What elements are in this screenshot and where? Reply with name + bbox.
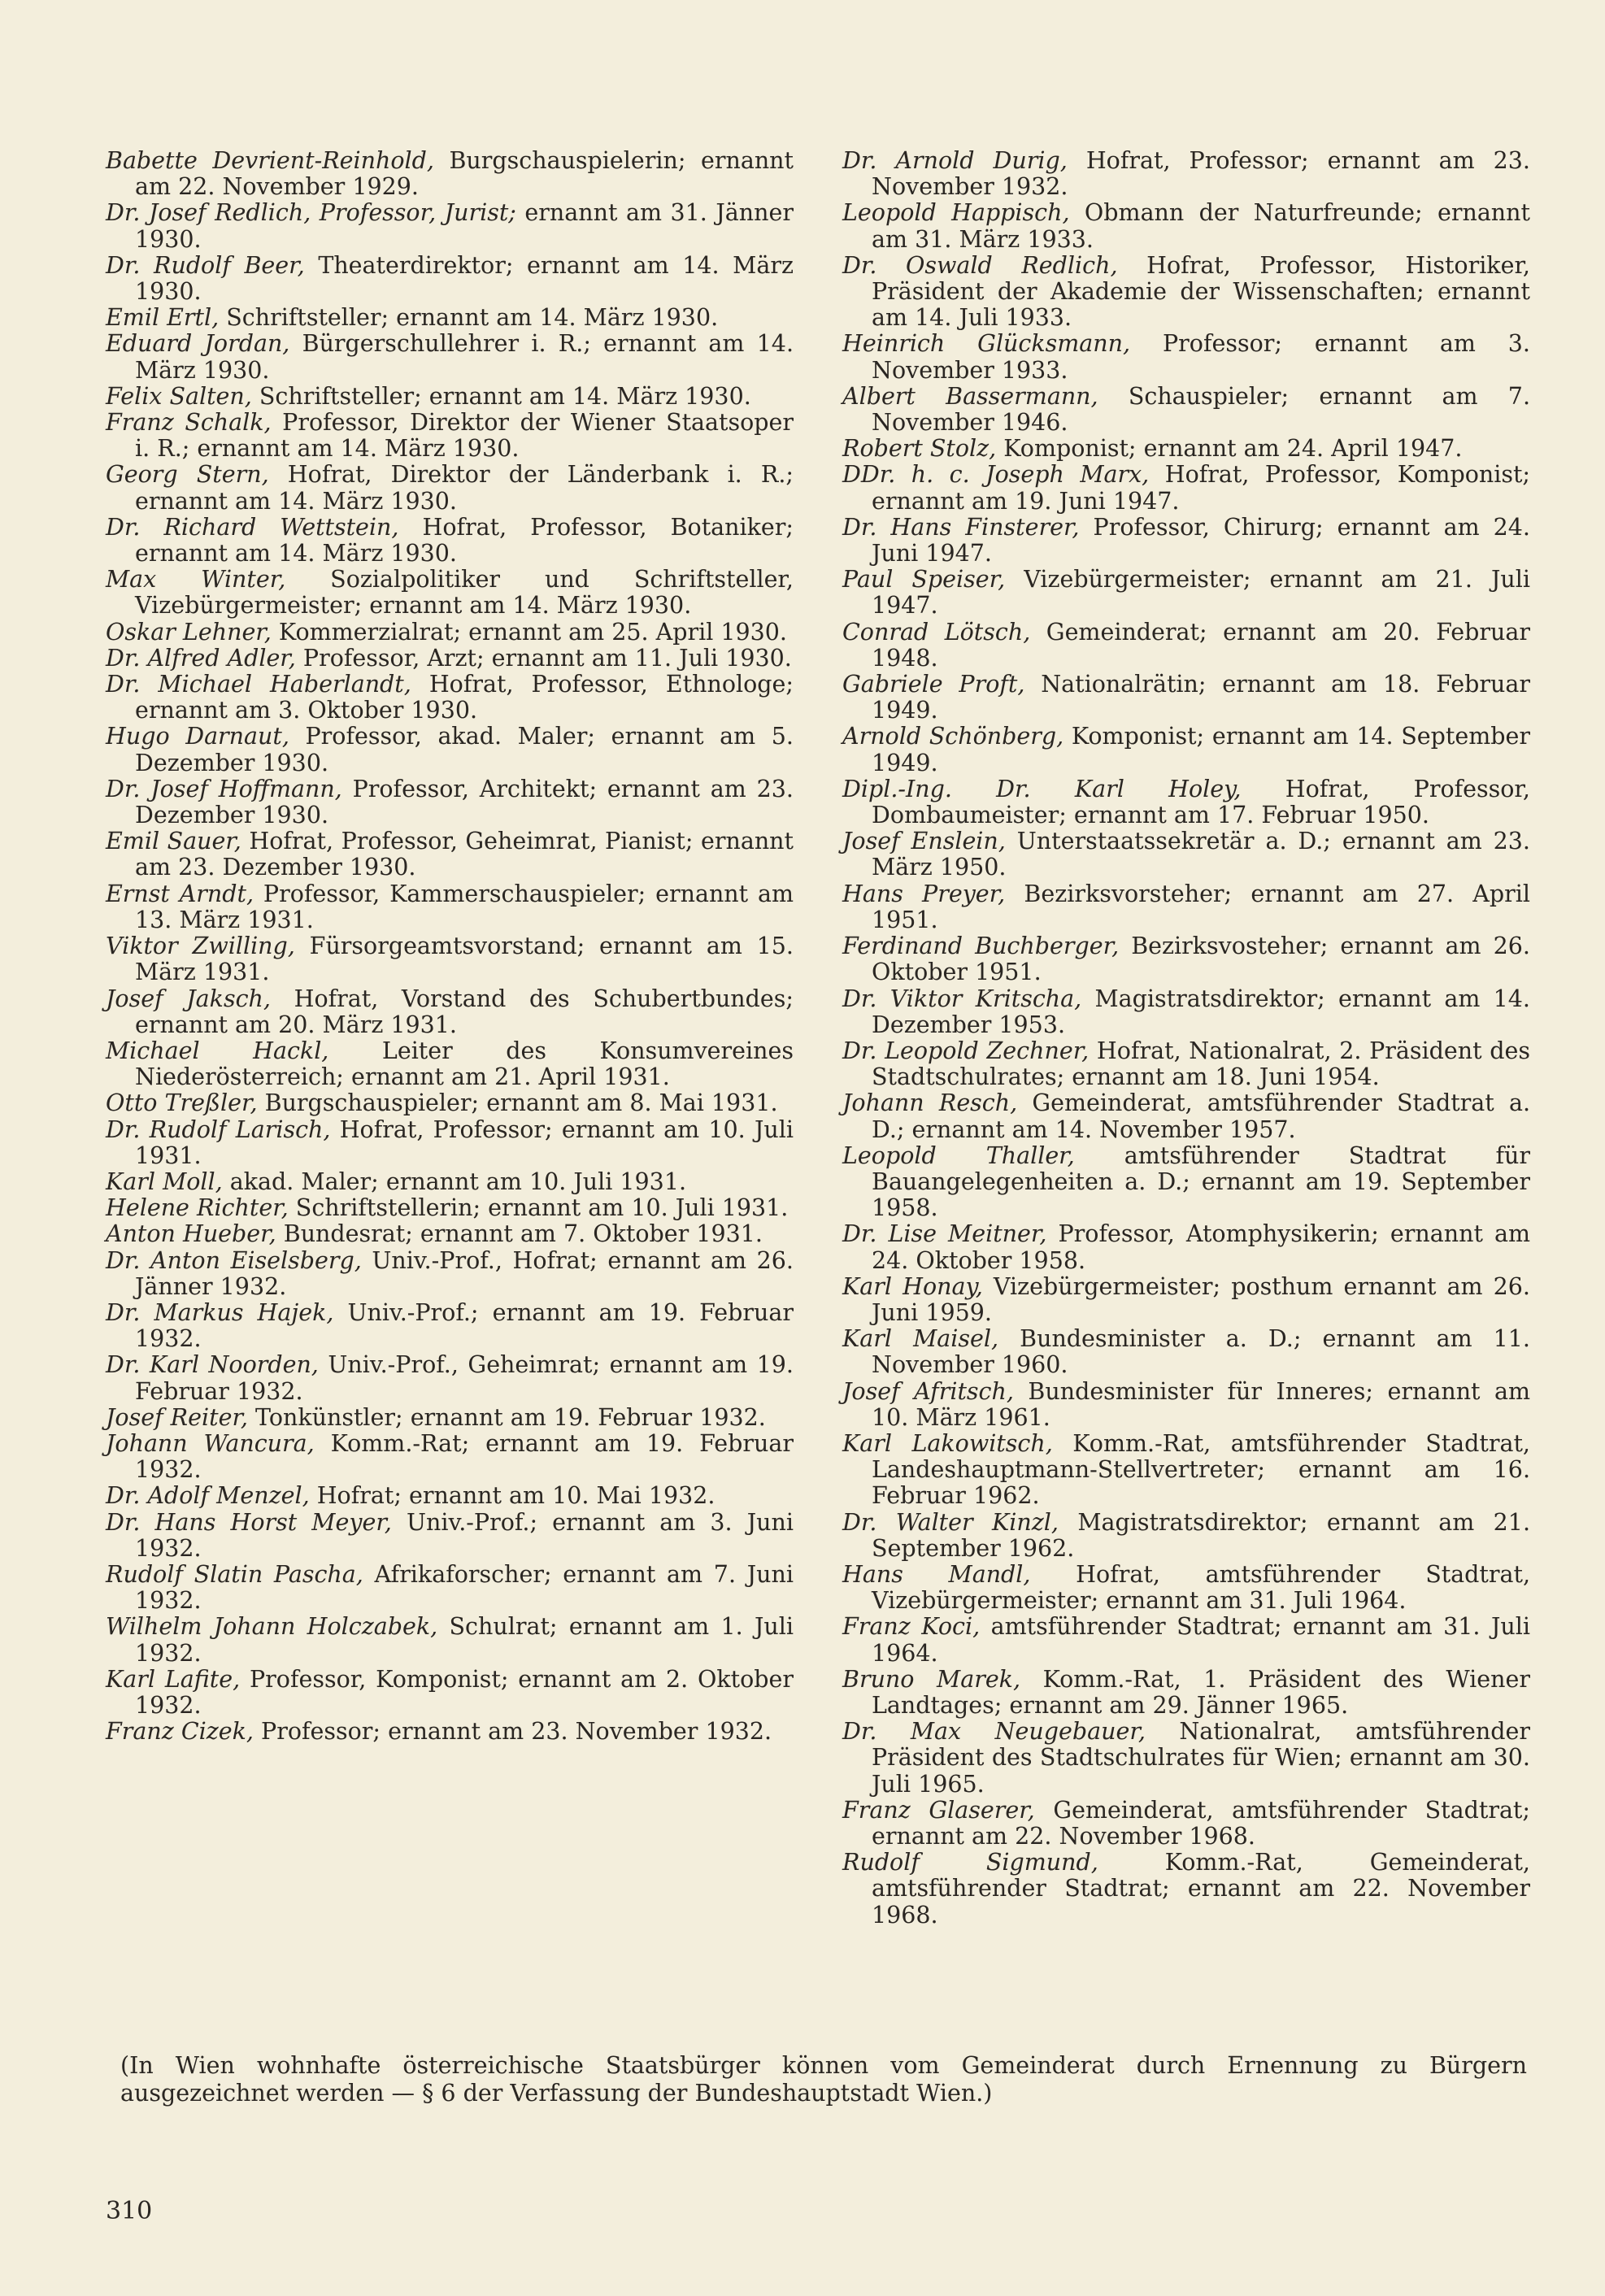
list-item — [106, 828, 794, 881]
entry-text: Hofrat, Nationalrat, 2. Präsident des Stadtschulrates; ernannt am 18. Juni 1954. — [872, 1037, 1530, 1091]
list-item — [106, 1719, 794, 1745]
list-item — [842, 1719, 1530, 1798]
list-item — [106, 1352, 794, 1404]
person-name: Leopold Thaller, — [842, 1141, 1075, 1169]
entry-text: Schriftsteller; ernannt am 14. März 1930. — [219, 304, 719, 332]
entry-text: Komm.-Rat, Gemeinderat, amtsführender Stadtrat; ernannt am 22. November 1968. — [872, 1849, 1530, 1929]
entry-text: Hofrat, Professor; ernannt am 23. November 1932. — [872, 147, 1530, 201]
entry-text: Univ.-Prof.; ernannt am 19. Februar 1932. — [135, 1298, 794, 1353]
list-item — [842, 1090, 1530, 1142]
entry-text: Hofrat; ernannt am 10. Mai 1932. — [309, 1482, 716, 1510]
person-name: Karl Maisel, — [842, 1325, 999, 1353]
list-item — [106, 1614, 794, 1666]
entry-text: Professor, Komponist; ernannt am 2. Oktober 1932. — [135, 1665, 794, 1719]
list-item — [106, 148, 794, 200]
list-item — [842, 1221, 1530, 1273]
person-name: Dr. Rudolf Larisch, — [106, 1115, 331, 1143]
entry-text: Hofrat, Professor, Historiker, Präsident der Akademie der Wissenschaften; ernannt am 14. Juli 1933. — [872, 251, 1530, 332]
person-name: Felix Salten, — [106, 382, 252, 410]
list-item — [106, 410, 794, 462]
person-name: Josef Jaksch, — [106, 985, 271, 1012]
left-column — [106, 148, 794, 1745]
list-item — [842, 881, 1530, 933]
list-item — [842, 1143, 1530, 1222]
person-name: Dr. Leopold Zechner, — [842, 1037, 1090, 1064]
person-name: Dr. Josef Hoffmann, — [106, 775, 342, 802]
list-item — [842, 567, 1530, 619]
list-item — [106, 1195, 794, 1221]
entry-text: amtsführender Stadtrat für Bauangelegenheiten a. D.; ernannt am 19. September 1958. — [872, 1141, 1531, 1222]
list-item — [842, 776, 1530, 828]
list-item — [106, 933, 794, 985]
entry-text: Professor, Arzt; ernannt am 11. Juli 1930. — [295, 644, 792, 672]
entry-text: Schriftsteller; ernannt am 14. März 1930. — [251, 382, 751, 410]
entry-text: Univ.-Prof.; ernannt am 3. Juni 1932. — [135, 1508, 794, 1562]
person-name: Babette Devrient-Reinhold, — [106, 147, 434, 174]
person-name: Johann Resch, — [842, 1089, 1018, 1117]
list-item — [842, 672, 1530, 724]
entry-text: Komm.-Rat, 1. Präsident des Wiener Landtages; ernannt am 29. Jänner 1965. — [872, 1665, 1530, 1719]
list-item — [106, 1221, 794, 1247]
person-name: Arnold Schönberg, — [842, 723, 1064, 750]
entry-text: Bundesminister für Inneres; ernannt am 10. März 1961. — [872, 1377, 1530, 1431]
entry-text: Vizebürgermeister; posthum ernannt am 26. Juni 1959. — [872, 1272, 1530, 1326]
entry-text: Burgschauspielerin; ernannt am 22. November 1929. — [135, 147, 794, 201]
person-name: Helene Richter, — [106, 1194, 289, 1222]
entry-text: Hofrat, Vorstand des Schubertbundes; ernannt am 20. März 1931. — [135, 985, 794, 1038]
list-item — [842, 1431, 1530, 1510]
person-name: Ernst Arndt, — [106, 880, 254, 907]
entry-text: Professor, Kammerschauspieler; ernannt am 13. März 1931. — [135, 880, 794, 933]
person-name: Leopold Happisch, — [842, 199, 1070, 227]
list-item — [842, 148, 1530, 200]
entry-text: Hofrat, Professor, Dombaumeister; ernannt am 17. Februar 1950. — [872, 775, 1530, 829]
entry-text: Gemeinderat; ernannt am 20. Februar 1948. — [872, 618, 1530, 672]
entry-text: Komm.-Rat, amtsführender Stadtrat, Landeshauptmann-Stellvertreter; ernannt am 16. Februar 1962. — [872, 1429, 1530, 1510]
person-name: Paul Speiser, — [842, 566, 1006, 594]
person-name: Dr. Anton Eiselsberg, — [106, 1246, 362, 1274]
person-name: Dr. Hans Horst Meyer, — [106, 1508, 392, 1536]
person-name: Hugo Darnaut, — [106, 723, 289, 750]
list-item — [842, 620, 1530, 672]
list-item — [842, 200, 1530, 252]
entry-text: Kommerzialrat; ernannt am 25. April 1930. — [271, 618, 787, 646]
person-name: Heinrich Glücksmann, — [842, 330, 1131, 358]
entry-text: Fürsorgeamtsvorstand; ernannt am 15. März 1931. — [135, 933, 794, 986]
person-name: Max Winter, — [106, 566, 286, 594]
entry-text: Schriftstellerin; ernannt am 10. Juli 1931. — [288, 1194, 789, 1222]
person-name: Dr. Adolf Menzel, — [106, 1482, 310, 1510]
person-name: Eduard Jordan, — [106, 330, 290, 358]
entry-text: Hofrat, Professor, Geheimrat, Pianist; ernannt am 23. Dezember 1930. — [135, 828, 794, 881]
list-item — [106, 1431, 794, 1483]
entry-text: Afrikaforscher; ernannt am 7. Juni 1932. — [135, 1560, 794, 1615]
person-name: Dr. Karl Noorden, — [106, 1351, 319, 1379]
list-item — [842, 1379, 1530, 1431]
list-item — [106, 724, 794, 776]
list-item — [842, 436, 1530, 462]
entry-text: Obmann der Naturfreunde; ernannt am 31. März 1933. — [872, 199, 1530, 253]
list-item — [106, 1300, 794, 1352]
person-name: Otto Treßler, — [106, 1089, 258, 1117]
list-item — [106, 776, 794, 828]
list-item — [842, 1667, 1530, 1719]
person-name: Dr. Arnold Durig, — [842, 147, 1068, 174]
entry-text: Professor; ernannt am 23. November 1932. — [253, 1718, 772, 1746]
list-item — [106, 1038, 794, 1090]
list-item — [106, 200, 794, 252]
person-name: Dr. Rudolf Beer, — [106, 251, 305, 279]
person-name: Michael Hackl, — [106, 1037, 329, 1064]
entry-text: Burgschauspieler; ernannt am 8. Mai 1931. — [257, 1089, 778, 1117]
list-item — [842, 384, 1530, 436]
footnote: (In Wien wohnhafte österreichische Staatsbürger können vom Gemeinderat durch Ernennung zu Bürgern ausgezeichnet werden — § 6 der Verfassung der Bundeshauptstadt Wien.) — [120, 2052, 1527, 2107]
entry-text: Komponist; ernannt am 14. September 1949. — [872, 723, 1530, 776]
entry-text: Sozialpolitiker und Schriftsteller, Vizebürgermeister; ernannt am 14. März 1930. — [135, 566, 794, 620]
person-name: Franz Cizek, — [106, 1718, 254, 1746]
list-item — [842, 253, 1530, 332]
list-item — [106, 1562, 794, 1614]
entry-text: ernannt am 31. Jänner 1930. — [135, 199, 794, 253]
entry-text: Hofrat, Professor, Komponist; ernannt am 19. Juni 1947. — [872, 461, 1530, 515]
person-name: Karl Lakowitsch, — [842, 1429, 1053, 1457]
entry-text: Bundesrat; ernannt am 7. Oktober 1931. — [276, 1220, 763, 1248]
entry-text: Vizebürgermeister; ernannt am 21. Juli 1947. — [872, 566, 1530, 620]
list-item — [106, 567, 794, 619]
list-item — [842, 724, 1530, 776]
list-item — [106, 1090, 794, 1116]
list-item — [842, 828, 1530, 881]
person-name: Conrad Lötsch, — [842, 618, 1031, 646]
entry-text: Professor; ernannt am 3. November 1933. — [872, 330, 1530, 384]
list-item — [842, 1798, 1530, 1850]
list-item — [842, 462, 1530, 514]
person-name: Franz Glaserer, — [842, 1796, 1035, 1824]
list-item — [106, 646, 794, 672]
entry-text: Schulrat; ernannt am 1. Juli 1932. — [135, 1613, 794, 1667]
person-name: Ferdinand Buchberger, — [842, 933, 1120, 960]
person-name: Franz Schalk, — [106, 409, 272, 437]
person-name: Viktor Zwilling, — [106, 933, 295, 960]
entry-text: Professor, akad. Maler; ernannt am 5. Dezember 1930. — [135, 723, 794, 776]
list-item — [842, 331, 1530, 383]
entry-text: Komponist; ernannt am 24. April 1947. — [996, 435, 1463, 463]
entry-text: Professor, Chirurg; ernannt am 24. Juni 1947. — [872, 513, 1530, 567]
person-name: Anton Hueber, — [106, 1220, 276, 1248]
list-item — [106, 331, 794, 383]
person-name: Gabriele Proft, — [842, 671, 1025, 698]
entry-text: Univ.-Prof., Geheimrat; ernannt am 19. Februar 1932. — [135, 1351, 794, 1405]
entry-text: Bundesminister a. D.; ernannt am 11. November 1960. — [872, 1325, 1530, 1379]
entry-text: Gemeinderat, amtsführender Stadtrat a. D.; ernannt am 14. November 1957. — [872, 1089, 1530, 1143]
entry-text: Hofrat, Professor, Ethnologe; ernannt am 3. Oktober 1930. — [135, 671, 794, 724]
person-name: Karl Honay, — [842, 1272, 983, 1300]
list-item — [106, 986, 794, 1038]
entry-text: Magistratsdirektor; ernannt am 21. September 1962. — [872, 1508, 1531, 1562]
person-name: Emil Ertl, — [106, 304, 220, 332]
list-item — [106, 1667, 794, 1719]
list-item — [842, 986, 1530, 1038]
person-name: Josef Reiter, — [106, 1403, 248, 1431]
right-column — [842, 148, 1530, 1929]
person-name: Hans Preyer, — [842, 880, 1006, 907]
entry-text: akad. Maler; ernannt am 10. Juli 1931. — [222, 1168, 687, 1195]
person-name: Rudolf Sigmund, — [842, 1849, 1098, 1876]
list-item — [842, 1326, 1530, 1378]
list-item — [106, 253, 794, 305]
entry-text: Professor, Atomphysikerin; ernannt am 24. Oktober 1958. — [872, 1220, 1530, 1274]
person-name: DDr. h. c. Joseph Marx, — [842, 461, 1150, 489]
list-item — [106, 1248, 794, 1300]
person-name: Johann Wancura, — [106, 1429, 315, 1457]
list-item — [106, 384, 794, 410]
person-name: Albert Bassermann, — [842, 382, 1098, 410]
list-item — [106, 881, 794, 933]
entry-text: Schauspieler; ernannt am 7. November 1946. — [872, 382, 1530, 437]
list-item — [106, 305, 794, 331]
person-name: Dipl.-Ing. Dr. Karl Holey, — [842, 775, 1242, 802]
person-name: Dr. Walter Kinzl, — [842, 1508, 1059, 1536]
list-item — [106, 1169, 794, 1195]
list-item — [106, 1483, 794, 1509]
entry-text: Professor, Architekt; ernannt am 23. Dezember 1930. — [135, 775, 794, 829]
entry-text: amtsführender Stadtrat; ernannt am 31. Juli 1964. — [872, 1613, 1530, 1667]
person-name: Dr. Hans Finsterer, — [842, 513, 1080, 541]
entry-text: Tonkünstler; ernannt am 19. Februar 1932. — [248, 1403, 766, 1431]
person-name: Franz Koci, — [842, 1613, 981, 1641]
entry-text: Professor, Direktor der Wiener Staatsoper i. R.; ernannt am 14. März 1930. — [135, 409, 794, 463]
list-item — [842, 1562, 1530, 1614]
entry-text: Nationalrat, amtsführender Präsident des Stadtschulrates für Wien; ernannt am 30. Juli 1965. — [872, 1718, 1530, 1798]
list-item — [842, 1614, 1530, 1666]
entry-text: Hofrat, Professor, Botaniker; ernannt am 14. März 1930. — [135, 513, 794, 567]
person-name: Dr. Viktor Kritscha, — [842, 985, 1082, 1012]
entry-text: Bezirksvosteher; ernannt am 26. Oktober 1951. — [872, 933, 1530, 986]
person-name: Bruno Marek, — [842, 1665, 1021, 1693]
entry-text: Bezirksvorsteher; ernannt am 27. April 1951. — [872, 880, 1530, 933]
list-item — [106, 515, 794, 567]
list-item — [106, 672, 794, 724]
person-name: Dr. Alfred Adler, — [106, 644, 296, 672]
person-name: Dr. Josef Redlich, Professor, Jurist; — [106, 199, 516, 227]
entry-text: Hofrat, Direktor der Länderbank i. R.; ernannt am 14. März 1930. — [135, 461, 794, 515]
person-name: Wilhelm Johann Holczabek, — [106, 1613, 438, 1641]
entry-text: Hofrat, amtsführender Stadtrat, Vizebürgermeister; ernannt am 31. Juli 1964. — [872, 1560, 1530, 1615]
list-item — [106, 462, 794, 514]
list-item — [842, 515, 1530, 567]
entry-text: Theaterdirektor; ernannt am 14. März 1930. — [135, 251, 794, 306]
list-item — [842, 933, 1530, 985]
person-name: Josef Afritsch, — [842, 1377, 1014, 1405]
entry-text: Univ.-Prof., Hofrat; ernannt am 26. Jänner 1932. — [135, 1246, 794, 1300]
entry-text: Unterstaatssekretär a. D.; ernannt am 23. März 1950. — [872, 828, 1530, 881]
person-name: Dr. Markus Hajek, — [106, 1298, 334, 1326]
list-item — [842, 1510, 1530, 1562]
list-item — [106, 1405, 794, 1431]
entry-text: Komm.-Rat; ernannt am 19. Februar 1932. — [135, 1429, 794, 1484]
person-name: Dr. Oswald Redlich, — [842, 251, 1118, 279]
entry-text: Bürgerschullehrer i. R.; ernannt am 14. März 1930. — [135, 330, 794, 384]
person-name: Emil Sauer, — [106, 828, 241, 855]
list-item — [842, 1038, 1530, 1090]
person-name: Georg Stern, — [106, 461, 269, 489]
person-name: Rudolf Slatin Pascha, — [106, 1560, 363, 1588]
person-name: Karl Moll, — [106, 1168, 223, 1195]
person-name: Dr. Max Neugebauer, — [842, 1718, 1146, 1746]
person-name: Dr. Michael Haberlandt, — [106, 671, 411, 698]
person-name: Josef Enslein, — [842, 828, 1006, 855]
list-item — [842, 1274, 1530, 1326]
person-name: Dr. Lise Meitner, — [842, 1220, 1047, 1248]
person-name: Robert Stolz, — [842, 435, 997, 463]
list-item — [842, 1850, 1530, 1929]
entry-text: Hofrat, Professor; ernannt am 10. Juli 1931. — [135, 1115, 794, 1169]
person-name: Hans Mandl, — [842, 1560, 1031, 1588]
entry-text: Gemeinderat, amtsführender Stadtrat; ernannt am 22. November 1968. — [872, 1796, 1530, 1850]
entry-text: Nationalrätin; ernannt am 18. Februar 1949. — [872, 671, 1530, 724]
entry-text: Magistratsdirektor; ernannt am 14. Dezember 1953. — [872, 985, 1530, 1038]
list-item — [106, 1117, 794, 1169]
list-item — [106, 620, 794, 646]
person-name: Dr. Richard Wettstein, — [106, 513, 399, 541]
entry-text: Leiter des Konsumvereines Niederösterreich; ernannt am 21. April 1931. — [135, 1037, 794, 1091]
person-name: Karl Lafite, — [106, 1665, 241, 1693]
person-name: Oskar Lehner, — [106, 618, 272, 646]
list-item — [106, 1510, 794, 1562]
page-number: 310 — [106, 2197, 153, 2225]
